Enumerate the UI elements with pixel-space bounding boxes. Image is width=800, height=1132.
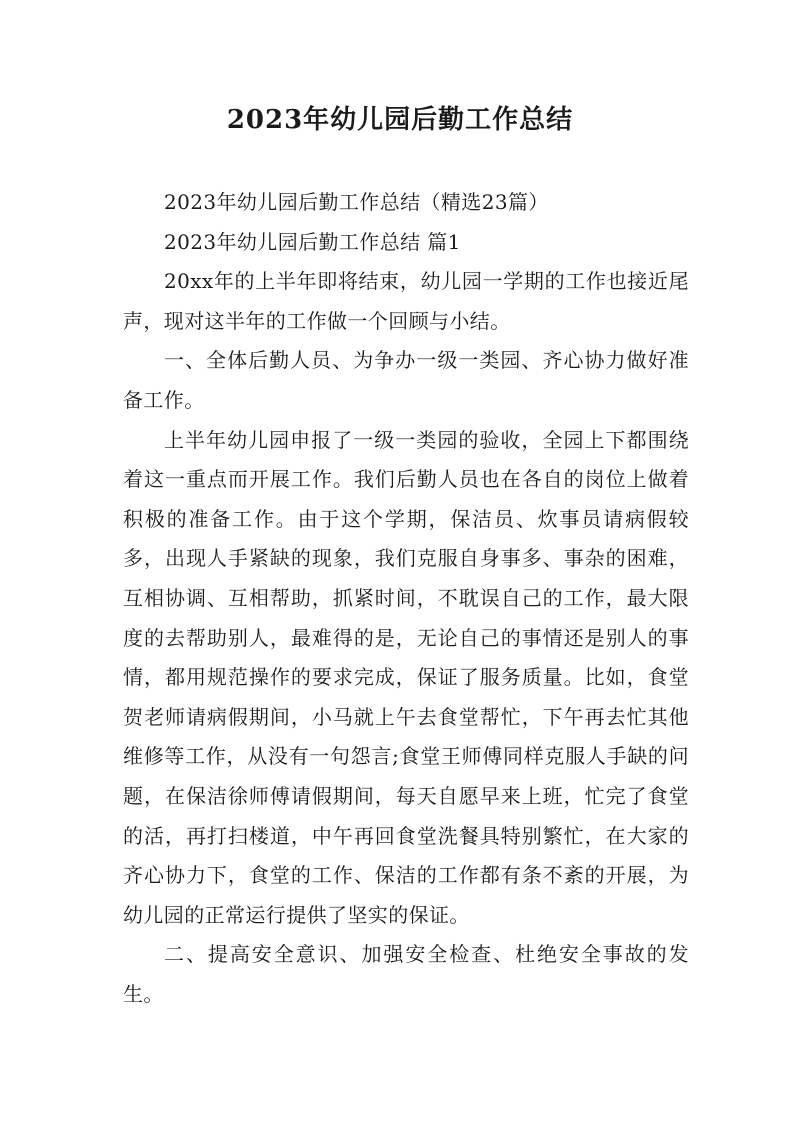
subtitle-paragraph: 2023年幼儿园后勤工作总结（精选23篇） [164, 190, 549, 214]
point-two-heading: 二、提高安全意识、加强安全检查、杜绝安全事故的发生。 [123, 942, 689, 1006]
point-one-heading: 一、全体后勤人员、为争办一级一类园、齐心协力做好准备工作。 [123, 348, 689, 412]
point-one-paragraph: 上半年幼儿园申报了一级一类园的验收，全园上下都围绕着这一重点而开展工作。我们后勤人员也在各自的岗位上做着积极的准备工作。由于这个学期，保洁员、炊事员请病假较多，出现人手紧缺的现象，我们克服自身事多、事杂的困难，互相协调、互相帮助，抓紧时间，不耽误自己的工作，最大限度的去帮助别人，最难得的是，无论自己的事情还是别人的事情，都用规范操作的要求完成，保证了服务质量。比如，食堂贺老师请病假期间，小马就上午去食堂帮忙，下午再去忙其他维修等工作，从没有一句怨言;食堂王师傅同样克服人手缺的问题，在保洁徐师傅请假期间，每天自愿早来上班，忙完了食堂的活，再打扫楼道，中午再回食堂洗餐具特别繁忙，在大家的齐心协力下，食堂的工作、保洁的工作都有条不紊的开展，为幼儿园的正常运行提供了坚实的保证。 [123, 427, 689, 927]
section-heading: 2023年幼儿园后勤工作总结 篇1 [164, 229, 461, 254]
intro-paragraph: 20xx年的上半年即将结束，幼儿园一学期的工作也接近尾声，现对这半年的工作做一个回顾与小结。 [123, 269, 689, 333]
document-title: 2023年幼儿园后勤工作总结 [226, 105, 574, 135]
document-body [123, 183, 689, 1014]
